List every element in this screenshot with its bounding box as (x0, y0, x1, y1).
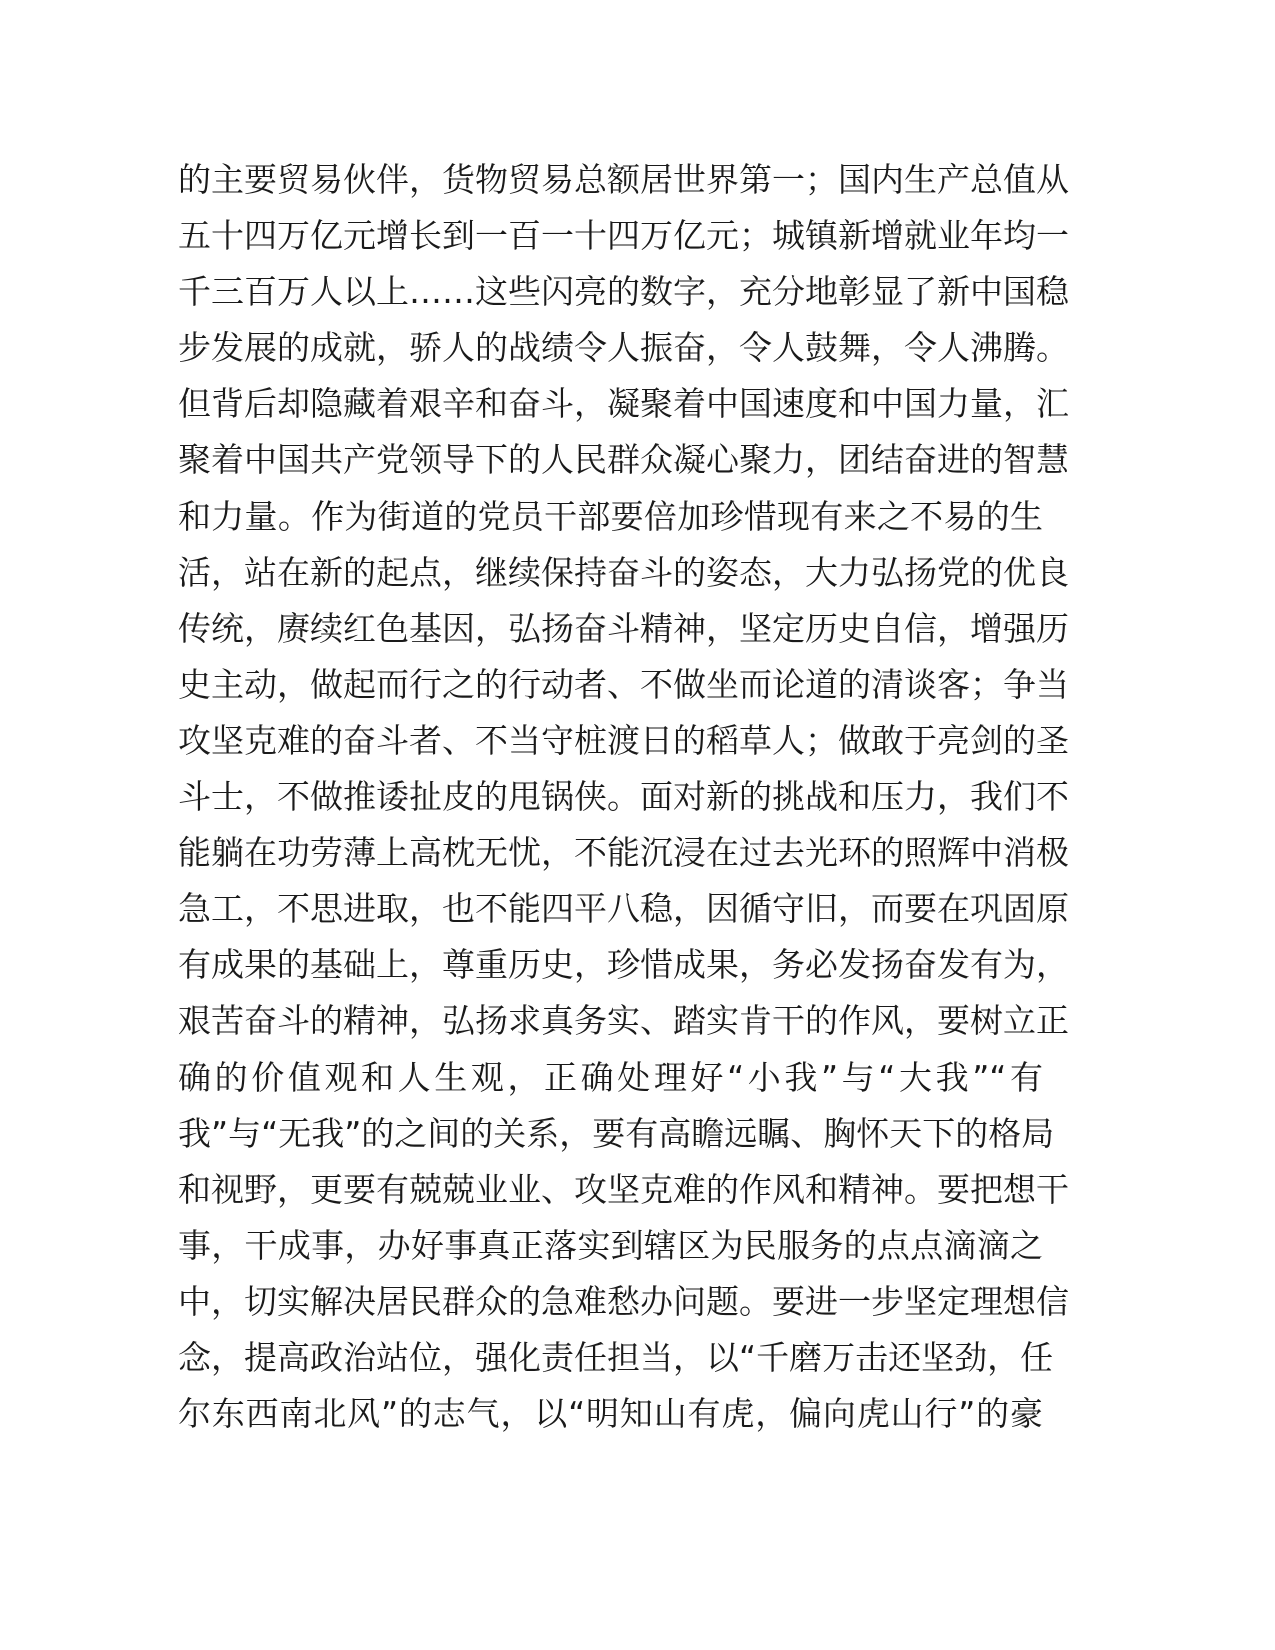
text-line-8: 活，站在新的起点，继续保持奋斗的姿态，大力弘扬党的优良 (178, 552, 1069, 592)
text-line-9: 传统，赓续红色基因，弘扬奋斗精神，坚定历史自信，增强历 (178, 608, 1069, 648)
text-line-3: 千三百万人以上……这些闪亮的数字，充分地彰显了新中国稳 (178, 272, 1069, 312)
text-line-14: 急工，不思进取，也不能四平八稳，因循守旧，而要在巩固原 (178, 889, 1069, 929)
text-line-17: 确的价值观和人生观，正确处理好“小我”与“大我”“有 (178, 1057, 1043, 1097)
text-line-21: 中，切实解决居民群众的急难愁办问题。要进一步坚定理想信 (178, 1281, 1069, 1321)
text-line-4: 步发展的成就，骄人的战绩令人振奋，令人鼓舞，令人沸腾。 (178, 328, 1069, 368)
text-line-2: 五十四万亿元增长到一百一十四万亿元；城镇新增就业年均一 (178, 216, 1069, 256)
text-line-16: 艰苦奋斗的精神，弘扬求真务实、踏实肯干的作风，要树立正 (178, 1001, 1069, 1041)
body-text (178, 152, 1069, 1442)
text-line-5: 但背后却隐藏着艰辛和奋斗，凝聚着中国速度和中国力量，汇 (178, 384, 1069, 424)
text-line-19: 和视野，更要有兢兢业业、攻坚克难的作风和精神。要把想干 (178, 1169, 1069, 1209)
text-line-12: 斗士，不做推诿扯皮的甩锅侠。面对新的挑战和压力，我们不 (178, 777, 1069, 817)
text-line-18: 我”与“无我”的之间的关系，要有高瞻远瞩、胸怀天下的格局 (178, 1113, 1055, 1153)
text-line-13: 能躺在功劳薄上高枕无忧，不能沉浸在过去光环的照辉中消极 (178, 833, 1069, 873)
text-line-20: 事，干成事，办好事真正落实到辖区为民服务的点点滴滴之 (178, 1225, 1043, 1265)
text-line-15: 有成果的基础上，尊重历史，珍惜成果，务必发扬奋发有为， (178, 945, 1069, 985)
text-line-11: 攻坚克难的奋斗者、不当守桩渡日的稻草人；做敢于亮剑的圣 (178, 720, 1069, 760)
text-line-7: 和力量。作为街道的党员干部要倍加珍惜现有来之不易的生 (178, 496, 1043, 536)
text-line-6: 聚着中国共产党领导下的人民群众凝心聚力，团结奋进的智慧 (178, 440, 1069, 480)
text-line-10: 史主动，做起而行之的行动者、不做坐而论道的清谈客；争当 (178, 664, 1069, 704)
text-line-22: 念，提高政治站位，强化责任担当，以“千磨万击还坚劲，任 (178, 1337, 1054, 1377)
text-line-23: 尔东西南北风”的志气，以“明知山有虎，偏向虎山行”的豪 (178, 1394, 1043, 1434)
text-line-1: 的主要贸易伙伴，货物贸易总额居世界第一；国内生产总值从 (178, 160, 1069, 199)
